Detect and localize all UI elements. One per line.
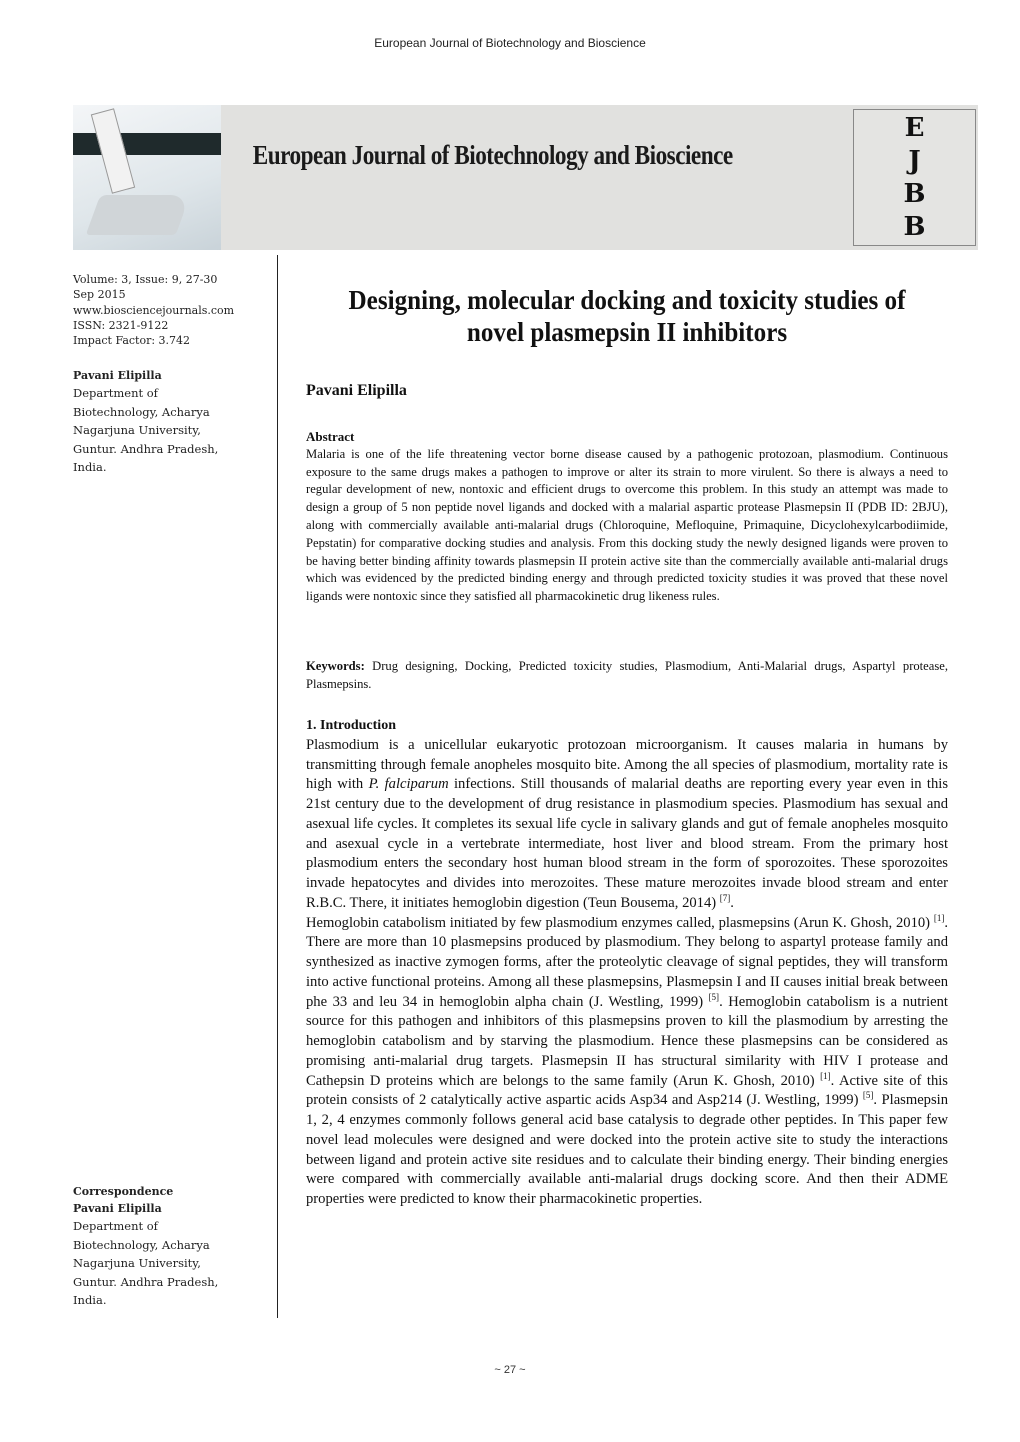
banner-title: European Journal of Biotechnology and Bioscience — [252, 140, 733, 170]
citation: [1] — [820, 1070, 831, 1081]
affiliation-line: Biotechnology, Acharya — [73, 404, 210, 419]
author-name: Pavani Elipilla — [73, 369, 162, 382]
title-line: Designing, molecular docking and toxicity studies of — [348, 285, 906, 315]
correspondence-heading: Correspondence — [73, 1185, 174, 1198]
microscope-image — [73, 105, 221, 250]
citation: [5] — [708, 991, 720, 1002]
ejbb-logo: E J B B — [853, 109, 976, 246]
affiliation-line: India. — [73, 460, 107, 474]
correspondence-line: India. — [73, 1293, 107, 1307]
paragraph — [306, 914, 948, 1210]
journal-banner — [73, 105, 978, 250]
abstract — [306, 428, 948, 606]
paper-title — [328, 284, 925, 348]
website-link[interactable]: www.biosciencejournals.com — [73, 303, 235, 317]
introduction-body — [306, 736, 948, 1210]
introduction-heading: 1. Introduction — [306, 718, 396, 733]
text: infections. Still thousands of malarial deaths are reporting every year even in this 21st century due to the development of drug resistance in plasmodium species. Plasmodium has sexual and asexual life cycles. It completes its sexual life cycle in salivary glands and gut of female anopheles mosquito and asexual cycle in a vertebrate intermediate, host liver and blood stream. From the primary host plasmodium enters the secondary host human blood stream in the form of sporozoites. These sporozoites invade hepatocytes and divides into merozoites. These mature merozoites invade blood stream and enter R.B.C. There, it initiates hemoglobin digestion (Teun Bousema, 2014) — [306, 776, 949, 911]
journal-meta — [73, 272, 273, 348]
introduction-section — [306, 716, 948, 1210]
correspondence-line: Biotechnology, Acharya — [73, 1237, 210, 1252]
correspondence-line: Nagarjuna University, — [73, 1256, 201, 1270]
running-header: European Journal of Biotechnology and Bioscience — [374, 36, 646, 50]
keywords — [306, 658, 948, 694]
text: . — [730, 894, 734, 911]
author-affiliation — [73, 368, 273, 477]
column-divider — [277, 255, 278, 1318]
paragraph — [306, 736, 948, 914]
keywords-label: Keywords: — [306, 659, 365, 673]
abstract-heading: Abstract — [306, 429, 355, 444]
correspondence-line: Guntur. Andhra Pradesh, — [73, 1274, 219, 1289]
publication-date: Sep 2015 — [73, 288, 126, 302]
title-line: novel plasmepsin II inhibitors — [466, 317, 788, 347]
text: . Plasmepsin 1, 2, 4 enzymes commonly follows general acid base catalysis to degrade other peptides. In This paper few novel lead molecules were designed and were docked into the protein active site to study the interactions between ligand and protein active site residues and to calculate their binding energy. Their binding energies were compared with commercially available anti-malarial drugs docking score. And then their ADME properties were predicted to know their pharmacokinetic properties. — [306, 1092, 949, 1207]
keywords-text: Drug designing, Docking, Predicted toxicity studies, Plasmodium, Anti-Malarial drugs, Aspartyl protease, Plasmepsins. — [306, 659, 948, 691]
citation: [7] — [719, 892, 731, 903]
affiliation-line: Nagarjuna University, — [73, 423, 201, 437]
abstract-text: Malaria is one of the life threatening vector borne disease caused by a pathogenic protozoan, plasmodium. Continuous exposure to the same drugs makes a pathogen to improve or alter its strain to more virulent. So there is always a need to regular development of new, nontoxic and efficient drugs to overcome this problem. In this study an attempt was made to design a group of 5 non peptide novel ligands and docked with a malarial aspartic protease Plasmepsin II (PDB ID: 2BJU), along with commercially available anti-malarial drugs (Chloroquine, Mefloquine, Primaquine, Dicyclohexylcarbodiimide, Pepstatin) for comparative docking studies and analysis. From this docking study the newly designed ligands were proven to be having better binding affinity towards plasmepsin II protein active site than the commercially available anti-malarial drugs which was evidenced by the predicted binding energy and through predicted toxicity studies it was proved that these novel ligands were nontoxic since they satisfied all pharmacokinetic drug likeness rules. — [306, 446, 948, 604]
text: . Hemoglobin catabolism is a nutrient source for this pathogen and inhibitors of this plasmepsins proven to kill the plasmodium by arresting the hemoglobin catabolism and by starving the plasmodium. Hence these plasmepsins can be considered as promising anti-malarial drug targets. Plasmepsin II has structural similarity with HIV I protease and Cathepsin D proteins which are belongs to the same family (Arun K. Ghosh, 2010) — [306, 993, 948, 1089]
text: Plasmodium is a unicellular eukaryotic protozoan microorganism. It causes malaria in humans by transmitting through female anopheles mosquito bite. Among the all species of plasmodium, mortality rate is high with — [306, 736, 948, 793]
volume-issue: Volume: 3, Issue: 9, 27-30 — [73, 273, 218, 286]
italic-text: P. falciparum — [368, 776, 449, 793]
impact-factor: Impact Factor: 3.742 — [73, 334, 191, 348]
correspondence-line: Department of — [73, 1219, 158, 1233]
text: . There are more than 10 plasmepsins produced by plasmodium. They belong to aspartyl protease family and synthesized as inactive zymogen forms, after the proteolytic cleavage of signal peptides, they will transform into active functional proteins. Among all these plasmepsins, Plasmepsin I and II causes initial break between phe 33 and leu 34 in hemoglobin alpha chain (J. Westling, 1999) — [306, 914, 948, 1010]
affiliation-line: Guntur. Andhra Pradesh, — [73, 441, 219, 456]
affiliation-line: Department of — [73, 386, 158, 400]
paper-author: Pavani Elipilla — [306, 382, 407, 399]
citation: [1] — [933, 912, 945, 923]
correspondence-name: Pavani Elipilla — [73, 1202, 162, 1215]
correspondence — [73, 1183, 273, 1310]
issn: ISSN: 2321-9122 — [73, 318, 169, 332]
citation: [5] — [862, 1090, 874, 1101]
text: . Active site of this protein consists of 2 catalytically active aspartic acids Asp34 and Asp214 (J. Westling, 1999) — [306, 1072, 948, 1109]
text: Hemoglobin catabolism initiated by few plasmodium enzymes called, plasmepsins (Arun K. Ghosh, 2010) — [306, 914, 934, 931]
page-number: ~ 27 ~ — [494, 1364, 526, 1376]
